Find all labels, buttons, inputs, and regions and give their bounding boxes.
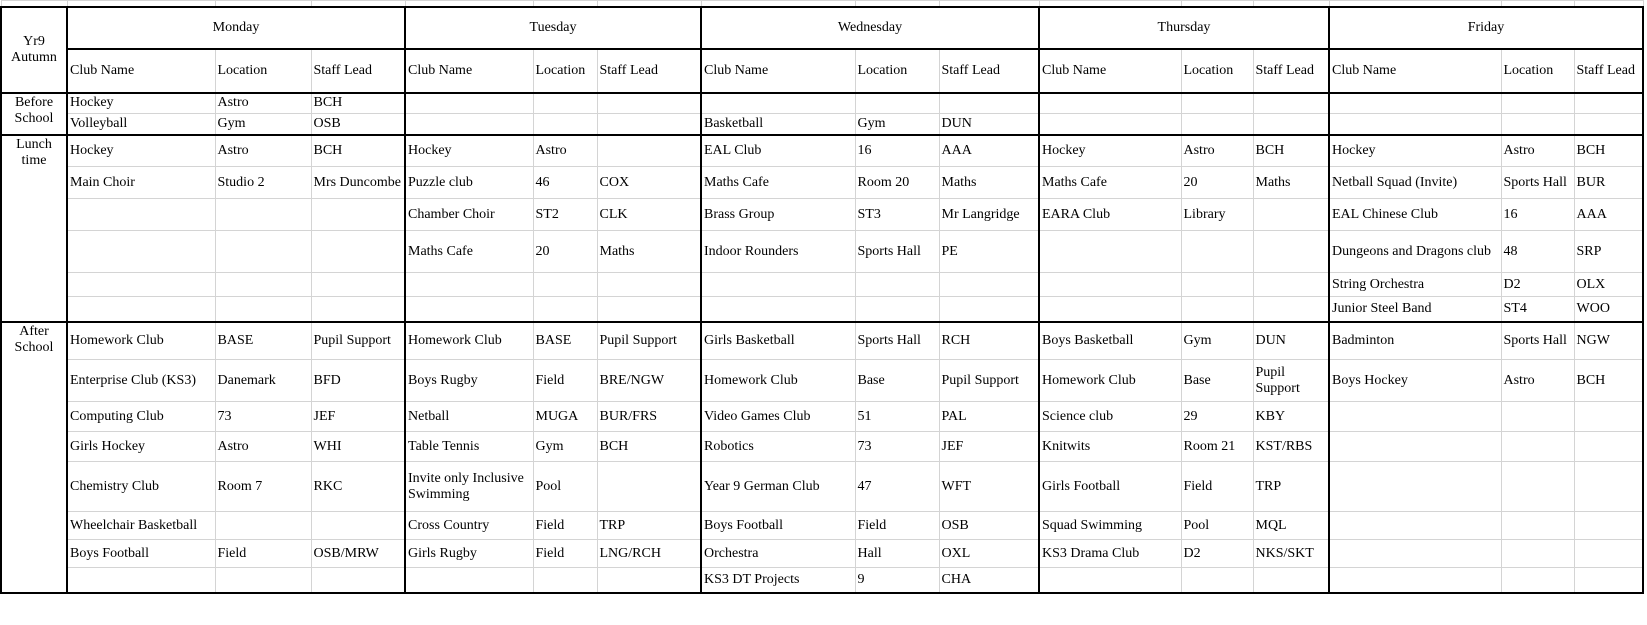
header-club-name[interactable]: Club Name xyxy=(701,49,855,93)
cell-location[interactable]: 48 xyxy=(1501,231,1574,273)
cell-staff-lead[interactable]: Mr Langridge xyxy=(939,199,1039,231)
header-staff-lead[interactable]: Staff Lead xyxy=(1574,49,1643,93)
cell-club-name[interactable]: Squad Swimming xyxy=(1039,512,1181,540)
cell-staff-lead[interactable]: WOO xyxy=(1574,297,1643,322)
cell-club-name[interactable]: Main Choir xyxy=(67,167,215,199)
cell-staff-lead[interactable]: DUN xyxy=(1253,322,1329,360)
cell-staff-lead[interactable]: Maths xyxy=(1253,167,1329,199)
cell-location[interactable]: 51 xyxy=(855,402,939,432)
cell-staff-lead[interactable] xyxy=(1574,402,1643,432)
cell-club-name[interactable]: Homework Club xyxy=(1039,360,1181,402)
header-club-name[interactable]: Club Name xyxy=(1329,49,1501,93)
cell-location[interactable] xyxy=(215,297,311,322)
cell-location[interactable] xyxy=(855,297,939,322)
cell-club-name[interactable]: Boys Football xyxy=(701,512,855,540)
cell-club-name[interactable] xyxy=(67,568,215,593)
section-label-before-school[interactable]: Before School xyxy=(1,93,67,135)
cell-staff-lead[interactable]: Pupil Support xyxy=(597,322,701,360)
cell-club-name[interactable] xyxy=(701,93,855,114)
cell-club-name[interactable] xyxy=(1329,568,1501,593)
cell-staff-lead[interactable]: OSB xyxy=(939,512,1039,540)
cell-club-name[interactable]: EAL Chinese Club xyxy=(1329,199,1501,231)
cell-staff-lead[interactable]: NKS/SKT xyxy=(1253,540,1329,568)
cell-location[interactable]: Base xyxy=(855,360,939,402)
cell-staff-lead[interactable] xyxy=(1253,297,1329,322)
cell-location[interactable]: 20 xyxy=(533,231,597,273)
cell-club-name[interactable]: Table Tennis xyxy=(405,432,533,462)
lunch-time-row xyxy=(1,199,1643,231)
cell-club-name[interactable]: EAL Club xyxy=(701,135,855,167)
cell-club-name[interactable] xyxy=(67,231,215,273)
cell-location[interactable]: Field xyxy=(1181,462,1253,512)
cell-location[interactable]: Astro xyxy=(215,432,311,462)
cell-staff-lead[interactable]: WFT xyxy=(939,462,1039,512)
cell-location[interactable] xyxy=(1181,273,1253,297)
cell-location[interactable] xyxy=(1181,231,1253,273)
cell-staff-lead[interactable] xyxy=(1574,512,1643,540)
cell-location[interactable] xyxy=(1181,568,1253,593)
cell-club-name[interactable]: Homework Club xyxy=(405,322,533,360)
day-header-friday[interactable]: Friday xyxy=(1329,7,1643,49)
cell-location[interactable] xyxy=(1501,114,1574,135)
cell-club-name[interactable]: Puzzle club xyxy=(405,167,533,199)
cell-staff-lead[interactable] xyxy=(597,135,701,167)
term-label[interactable]: Yr9 Autumn xyxy=(1,7,67,93)
cell-staff-lead[interactable]: Maths xyxy=(939,167,1039,199)
cell-club-name[interactable]: Homework Club xyxy=(67,322,215,360)
cell-staff-lead[interactable]: MQL xyxy=(1253,512,1329,540)
cell-staff-lead[interactable]: BUR/FRS xyxy=(597,402,701,432)
cell-club-name[interactable] xyxy=(405,273,533,297)
cell-location[interactable]: Field xyxy=(533,512,597,540)
cell-location[interactable]: 73 xyxy=(855,432,939,462)
cell-location[interactable]: Base xyxy=(1181,360,1253,402)
cell-location[interactable]: Field xyxy=(533,540,597,568)
cell-location[interactable]: Library xyxy=(1181,199,1253,231)
header-location[interactable]: Location xyxy=(855,49,939,93)
cell-location[interactable] xyxy=(1501,462,1574,512)
cell-staff-lead[interactable] xyxy=(311,273,405,297)
cell-location[interactable] xyxy=(1501,512,1574,540)
cell-staff-lead[interactable]: Pupil Support xyxy=(311,322,405,360)
cell-location[interactable]: D2 xyxy=(1501,273,1574,297)
cell-staff-lead[interactable]: BCH xyxy=(1574,135,1643,167)
cell-location[interactable] xyxy=(215,568,311,593)
cell-club-name[interactable] xyxy=(67,297,215,322)
cell-location[interactable]: Sports Hall xyxy=(1501,322,1574,360)
cell-club-name[interactable]: Wheelchair Basketball xyxy=(67,512,215,540)
cell-club-name[interactable]: Invite only Inclusive Swimming xyxy=(405,462,533,512)
after-school-row xyxy=(1,322,1643,360)
cell-staff-lead[interactable]: NGW xyxy=(1574,322,1643,360)
cell-club-name[interactable] xyxy=(701,273,855,297)
cell-staff-lead[interactable] xyxy=(311,512,405,540)
lunch-time-row xyxy=(1,135,1643,167)
cell-staff-lead[interactable] xyxy=(597,93,701,114)
cell-club-name[interactable] xyxy=(1329,540,1501,568)
cell-staff-lead[interactable] xyxy=(1574,540,1643,568)
cell-staff-lead[interactable]: TRP xyxy=(597,512,701,540)
cell-location[interactable]: Room 7 xyxy=(215,462,311,512)
cell-location[interactable]: Room 20 xyxy=(855,167,939,199)
cell-location[interactable]: Field xyxy=(533,360,597,402)
header-club-name[interactable]: Club Name xyxy=(1039,49,1181,93)
cell-location[interactable]: Astro xyxy=(1181,135,1253,167)
cell-club-name[interactable]: Hockey xyxy=(1329,135,1501,167)
cell-location[interactable] xyxy=(855,93,939,114)
cell-club-name[interactable]: Hockey xyxy=(67,93,215,114)
cell-staff-lead[interactable] xyxy=(1574,114,1643,135)
cell-location[interactable]: Sports Hall xyxy=(855,322,939,360)
cell-location[interactable] xyxy=(1501,432,1574,462)
cell-location[interactable]: Studio 2 xyxy=(215,167,311,199)
cell-club-name[interactable]: Video Games Club xyxy=(701,402,855,432)
lunch-time-row xyxy=(1,297,1643,322)
cell-club-name[interactable]: Maths Cafe xyxy=(701,167,855,199)
cell-club-name[interactable] xyxy=(701,297,855,322)
cell-club-name[interactable] xyxy=(405,93,533,114)
cell-club-name[interactable] xyxy=(67,199,215,231)
cell-staff-lead[interactable]: CLK xyxy=(597,199,701,231)
cell-location[interactable] xyxy=(533,93,597,114)
cell-club-name[interactable]: Basketball xyxy=(701,114,855,135)
column-header-row xyxy=(1,49,1643,93)
cell-location[interactable]: Gym xyxy=(1181,322,1253,360)
cell-club-name[interactable]: EARA Club xyxy=(1039,199,1181,231)
cell-location[interactable] xyxy=(533,568,597,593)
cell-staff-lead[interactable] xyxy=(939,93,1039,114)
header-staff-lead[interactable]: Staff Lead xyxy=(311,49,405,93)
cell-location[interactable]: Astro xyxy=(215,93,311,114)
cell-club-name[interactable]: Indoor Rounders xyxy=(701,231,855,273)
cell-location[interactable]: 46 xyxy=(533,167,597,199)
cell-staff-lead[interactable]: BCH xyxy=(597,432,701,462)
cell-staff-lead[interactable] xyxy=(1253,199,1329,231)
cell-location[interactable]: D2 xyxy=(1181,540,1253,568)
cell-club-name[interactable]: String Orchestra xyxy=(1329,273,1501,297)
cell-staff-lead[interactable]: TRP xyxy=(1253,462,1329,512)
cell-club-name[interactable] xyxy=(1329,512,1501,540)
cell-location[interactable] xyxy=(215,273,311,297)
cell-staff-lead[interactable]: BCH xyxy=(311,135,405,167)
cell-staff-lead[interactable] xyxy=(1253,568,1329,593)
cell-club-name[interactable] xyxy=(1039,568,1181,593)
cell-location[interactable]: 16 xyxy=(1501,199,1574,231)
cell-club-name[interactable]: Chemistry Club xyxy=(67,462,215,512)
cell-location[interactable]: Gym xyxy=(215,114,311,135)
cell-staff-lead[interactable]: KST/RBS xyxy=(1253,432,1329,462)
cell-club-name[interactable]: Girls Basketball xyxy=(701,322,855,360)
lunch-time-row xyxy=(1,231,1643,273)
cell-staff-lead[interactable] xyxy=(1253,93,1329,114)
cell-club-name[interactable] xyxy=(1329,402,1501,432)
cell-staff-lead[interactable]: RKC xyxy=(311,462,405,512)
section-label-lunch-time[interactable]: Lunch time xyxy=(1,135,67,322)
cell-location[interactable]: Sports Hall xyxy=(1501,167,1574,199)
cell-staff-lead[interactable]: CHA xyxy=(939,568,1039,593)
after-school-row xyxy=(1,512,1643,540)
cell-staff-lead[interactable] xyxy=(1253,273,1329,297)
cell-staff-lead[interactable] xyxy=(1574,93,1643,114)
cell-club-name[interactable]: Science club xyxy=(1039,402,1181,432)
cell-staff-lead[interactable]: LNG/RCH xyxy=(597,540,701,568)
cell-club-name[interactable]: Boys Basketball xyxy=(1039,322,1181,360)
cell-club-name[interactable]: Knitwits xyxy=(1039,432,1181,462)
cell-location[interactable]: 16 xyxy=(855,135,939,167)
cell-location[interactable] xyxy=(1181,114,1253,135)
cell-staff-lead[interactable]: DUN xyxy=(939,114,1039,135)
cell-location[interactable]: Astro xyxy=(215,135,311,167)
cell-staff-lead[interactable]: BCH xyxy=(311,93,405,114)
day-header-tuesday[interactable]: Tuesday xyxy=(405,7,701,49)
cell-club-name[interactable]: Volleyball xyxy=(67,114,215,135)
day-header-thursday[interactable]: Thursday xyxy=(1039,7,1329,49)
cell-club-name[interactable]: Maths Cafe xyxy=(1039,167,1181,199)
cell-staff-lead[interactable]: Pupil Support xyxy=(939,360,1039,402)
cell-club-name[interactable]: Boys Hockey xyxy=(1329,360,1501,402)
cell-staff-lead[interactable]: PE xyxy=(939,231,1039,273)
header-club-name[interactable]: Club Name xyxy=(405,49,533,93)
day-header-row xyxy=(1,7,1643,49)
cell-location[interactable] xyxy=(1181,93,1253,114)
cell-club-name[interactable]: Computing Club xyxy=(67,402,215,432)
cell-club-name[interactable]: Boys Rugby xyxy=(405,360,533,402)
cell-staff-lead[interactable]: Pupil Support xyxy=(1253,360,1329,402)
cell-club-name[interactable]: Year 9 German Club xyxy=(701,462,855,512)
cell-club-name[interactable]: Badminton xyxy=(1329,322,1501,360)
cell-staff-lead[interactable] xyxy=(1574,568,1643,593)
cell-location[interactable] xyxy=(215,199,311,231)
cell-location[interactable]: 47 xyxy=(855,462,939,512)
header-staff-lead[interactable]: Staff Lead xyxy=(939,49,1039,93)
after-school-row xyxy=(1,540,1643,568)
header-location[interactable]: Location xyxy=(1501,49,1574,93)
cell-club-name[interactable] xyxy=(405,568,533,593)
cell-location[interactable]: Gym xyxy=(855,114,939,135)
cell-club-name[interactable]: Chamber Choir xyxy=(405,199,533,231)
cell-staff-lead[interactable] xyxy=(597,273,701,297)
cell-club-name[interactable]: KS3 Drama Club xyxy=(1039,540,1181,568)
cell-club-name[interactable] xyxy=(67,273,215,297)
cell-location[interactable]: Hall xyxy=(855,540,939,568)
cell-club-name[interactable] xyxy=(405,114,533,135)
before-school-row xyxy=(1,114,1643,135)
lunch-time-row xyxy=(1,273,1643,297)
cell-club-name[interactable]: Orchestra xyxy=(701,540,855,568)
cell-location[interactable]: Danemark xyxy=(215,360,311,402)
cell-staff-lead[interactable]: AAA xyxy=(1574,199,1643,231)
cell-staff-lead[interactable]: BFD xyxy=(311,360,405,402)
cell-club-name[interactable]: Netball Squad (Invite) xyxy=(1329,167,1501,199)
cell-club-name[interactable] xyxy=(1329,114,1501,135)
cell-club-name[interactable] xyxy=(1039,297,1181,322)
cell-location[interactable]: 29 xyxy=(1181,402,1253,432)
cell-club-name[interactable]: Girls Football xyxy=(1039,462,1181,512)
before-school-row xyxy=(1,93,1643,114)
cell-location[interactable] xyxy=(215,512,311,540)
cell-location[interactable]: ST2 xyxy=(533,199,597,231)
cell-location[interactable]: BASE xyxy=(533,322,597,360)
cell-club-name[interactable]: KS3 DT Projects xyxy=(701,568,855,593)
cell-location[interactable] xyxy=(1501,93,1574,114)
cell-club-name[interactable]: Maths Cafe xyxy=(405,231,533,273)
cell-location[interactable]: Field xyxy=(215,540,311,568)
cell-staff-lead[interactable]: RCH xyxy=(939,322,1039,360)
cell-staff-lead[interactable]: BUR xyxy=(1574,167,1643,199)
cell-staff-lead[interactable] xyxy=(311,568,405,593)
cell-location[interactable] xyxy=(1181,297,1253,322)
header-location[interactable]: Location xyxy=(215,49,311,93)
cell-staff-lead[interactable]: OXL xyxy=(939,540,1039,568)
cell-club-name[interactable]: Brass Group xyxy=(701,199,855,231)
header-location[interactable]: Location xyxy=(533,49,597,93)
cell-location[interactable]: Sports Hall xyxy=(855,231,939,273)
cell-staff-lead[interactable] xyxy=(1574,462,1643,512)
cell-location[interactable]: BASE xyxy=(215,322,311,360)
cell-club-name[interactable]: Netball xyxy=(405,402,533,432)
cell-location[interactable] xyxy=(1501,402,1574,432)
cell-staff-lead[interactable]: Mrs Duncombe xyxy=(311,167,405,199)
cell-staff-lead[interactable] xyxy=(311,199,405,231)
cell-staff-lead[interactable]: KBY xyxy=(1253,402,1329,432)
cell-club-name[interactable]: Girls Hockey xyxy=(67,432,215,462)
cell-staff-lead[interactable] xyxy=(1574,432,1643,462)
cell-location[interactable] xyxy=(1501,540,1574,568)
header-staff-lead[interactable]: Staff Lead xyxy=(1253,49,1329,93)
cell-staff-lead[interactable] xyxy=(597,297,701,322)
cell-staff-lead[interactable] xyxy=(1253,231,1329,273)
cell-club-name[interactable]: Robotics xyxy=(701,432,855,462)
after-school-row xyxy=(1,360,1643,402)
cell-club-name[interactable]: Boys Football xyxy=(67,540,215,568)
cell-staff-lead[interactable]: BCH xyxy=(1574,360,1643,402)
cell-club-name[interactable] xyxy=(1329,432,1501,462)
cell-location[interactable] xyxy=(855,273,939,297)
cell-staff-lead[interactable] xyxy=(597,114,701,135)
cell-location[interactable]: Pool xyxy=(1181,512,1253,540)
cell-location[interactable]: Room 21 xyxy=(1181,432,1253,462)
cell-location[interactable]: 20 xyxy=(1181,167,1253,199)
cell-club-name[interactable] xyxy=(1039,93,1181,114)
cell-club-name[interactable]: Hockey xyxy=(1039,135,1181,167)
cell-club-name[interactable]: Hockey xyxy=(405,135,533,167)
cell-club-name[interactable]: Cross Country xyxy=(405,512,533,540)
cell-club-name[interactable] xyxy=(1329,93,1501,114)
cell-staff-lead[interactable] xyxy=(597,568,701,593)
cell-staff-lead[interactable]: AAA xyxy=(939,135,1039,167)
cell-staff-lead[interactable]: OSB xyxy=(311,114,405,135)
cell-location[interactable]: ST4 xyxy=(1501,297,1574,322)
cell-club-name[interactable]: Junior Steel Band xyxy=(1329,297,1501,322)
cell-club-name[interactable]: Enterprise Club (KS3) xyxy=(67,360,215,402)
header-club-name[interactable]: Club Name xyxy=(67,49,215,93)
after-school-row xyxy=(1,568,1643,593)
cell-location[interactable] xyxy=(533,297,597,322)
cell-staff-lead[interactable] xyxy=(939,297,1039,322)
cell-location[interactable] xyxy=(533,273,597,297)
cell-location[interactable]: Astro xyxy=(533,135,597,167)
cell-club-name[interactable]: Dungeons and Dragons club xyxy=(1329,231,1501,273)
cell-club-name[interactable] xyxy=(405,297,533,322)
cell-club-name[interactable]: Girls Rugby xyxy=(405,540,533,568)
cell-location[interactable] xyxy=(1501,568,1574,593)
cell-location[interactable] xyxy=(215,231,311,273)
after-school-row xyxy=(1,462,1643,512)
cell-staff-lead[interactable]: BCH xyxy=(1253,135,1329,167)
after-school-row xyxy=(1,402,1643,432)
cell-staff-lead[interactable] xyxy=(311,297,405,322)
cell-staff-lead[interactable]: Maths xyxy=(597,231,701,273)
cell-club-name[interactable]: Homework Club xyxy=(701,360,855,402)
cell-club-name[interactable] xyxy=(1039,273,1181,297)
cell-staff-lead[interactable]: COX xyxy=(597,167,701,199)
cell-staff-lead[interactable] xyxy=(597,462,701,512)
after-school-row xyxy=(1,432,1643,462)
cell-club-name[interactable]: Hockey xyxy=(67,135,215,167)
cell-location[interactable]: Astro xyxy=(1501,135,1574,167)
cell-club-name[interactable] xyxy=(1039,231,1181,273)
cell-staff-lead[interactable]: SRP xyxy=(1574,231,1643,273)
cell-staff-lead[interactable]: BRE/NGW xyxy=(597,360,701,402)
cell-location[interactable] xyxy=(533,114,597,135)
cell-staff-lead[interactable] xyxy=(1253,114,1329,135)
cell-staff-lead[interactable]: PAL xyxy=(939,402,1039,432)
section-label-after-school[interactable]: After School xyxy=(1,322,67,593)
cell-location[interactable]: Gym xyxy=(533,432,597,462)
day-header-monday[interactable]: Monday xyxy=(67,7,405,49)
cell-staff-lead[interactable] xyxy=(311,231,405,273)
cell-staff-lead[interactable]: OLX xyxy=(1574,273,1643,297)
cell-location[interactable]: Field xyxy=(855,512,939,540)
cell-location[interactable]: Astro xyxy=(1501,360,1574,402)
cell-location[interactable]: Pool xyxy=(533,462,597,512)
cell-staff-lead[interactable]: WHI xyxy=(311,432,405,462)
lunch-time-row xyxy=(1,167,1643,199)
cell-staff-lead[interactable]: OSB/MRW xyxy=(311,540,405,568)
cell-location[interactable]: MUGA xyxy=(533,402,597,432)
cell-location[interactable]: 9 xyxy=(855,568,939,593)
day-header-wednesday[interactable]: Wednesday xyxy=(701,7,1039,49)
cell-staff-lead[interactable] xyxy=(939,273,1039,297)
header-staff-lead[interactable]: Staff Lead xyxy=(597,49,701,93)
cell-club-name[interactable] xyxy=(1329,462,1501,512)
cell-staff-lead[interactable]: JEF xyxy=(311,402,405,432)
cell-location[interactable]: ST3 xyxy=(855,199,939,231)
header-location[interactable]: Location xyxy=(1181,49,1253,93)
cell-location[interactable]: 73 xyxy=(215,402,311,432)
cell-staff-lead[interactable]: JEF xyxy=(939,432,1039,462)
cell-club-name[interactable] xyxy=(1039,114,1181,135)
